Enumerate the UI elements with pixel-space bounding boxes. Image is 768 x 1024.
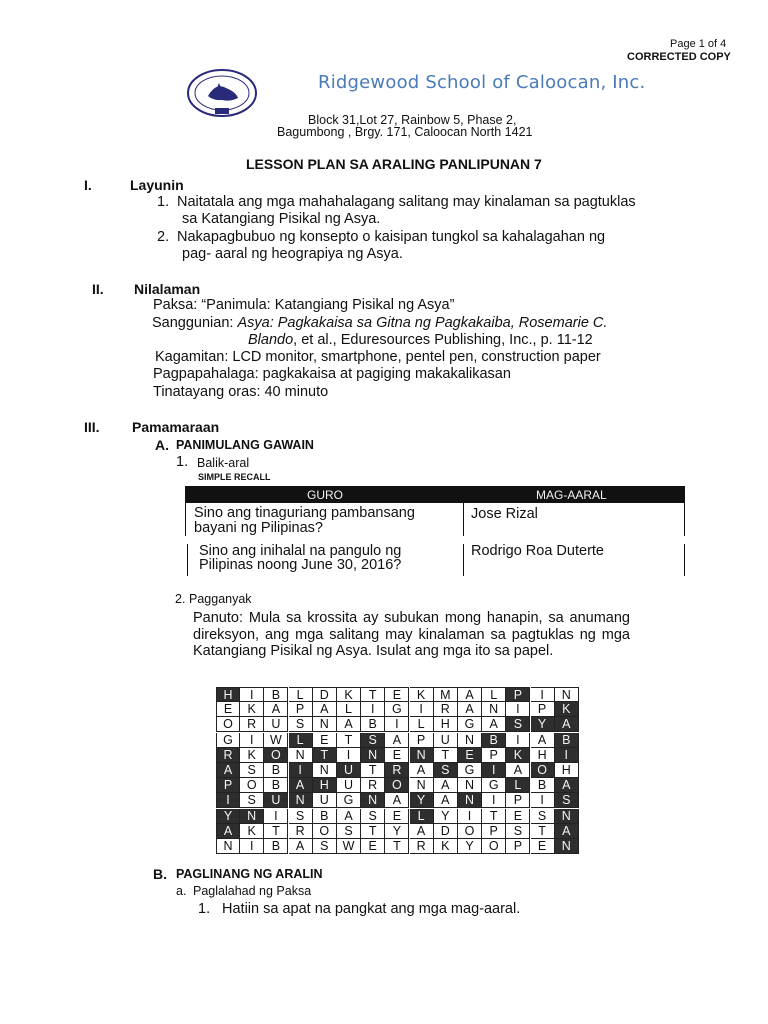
word-search-cell: K xyxy=(506,748,530,763)
word-search-cell: A xyxy=(410,824,434,839)
word-search-cell: P xyxy=(482,748,506,763)
address-line-1: Block 31,Lot 27, Rainbow 5, Phase 2, xyxy=(308,113,517,127)
word-search-cell: B xyxy=(555,733,579,748)
section-2-heading: Nilalaman xyxy=(134,281,201,297)
word-search-cell: N xyxy=(361,748,385,763)
word-search-cell: N xyxy=(361,793,385,808)
lesson-plan-title: LESSON PLAN SA ARALING PANLIPUNAN 7 xyxy=(246,156,542,172)
word-search-cell: R xyxy=(434,702,458,717)
word-search-cell: K xyxy=(434,839,458,854)
sanggunian-publisher: , et al., Eduresources Publishing, Inc., p. 11-12 xyxy=(293,332,593,348)
subsection-a-label: A. xyxy=(155,437,169,453)
word-search-cell: O xyxy=(264,748,288,763)
word-search-cell: O xyxy=(458,824,482,839)
word-search-cell: I xyxy=(506,702,530,717)
table-border xyxy=(185,503,186,536)
word-search-cell: R xyxy=(361,778,385,793)
word-search-cell: H xyxy=(216,687,240,702)
word-search-cell: T xyxy=(385,839,409,854)
word-search-cell: M xyxy=(434,687,458,702)
word-search-cell: N xyxy=(555,809,579,824)
word-search-cell: I xyxy=(506,733,530,748)
word-search-cell: A xyxy=(531,733,555,748)
objective-1-number: 1. xyxy=(157,194,170,210)
word-search-cell: N xyxy=(555,687,579,702)
guro-column-header: GURO xyxy=(307,488,343,502)
sanggunian-text xyxy=(152,315,607,331)
word-search-cell: R xyxy=(240,717,264,732)
word-search-cell: U xyxy=(434,733,458,748)
paksa-text: Paksa: “Panimula: Katangiang Pisikal ng Asya” xyxy=(153,297,455,313)
word-search-cell: I xyxy=(482,793,506,808)
objective-2-number: 2. xyxy=(157,229,170,245)
word-search-cell: H xyxy=(313,778,337,793)
section-3-number: III. xyxy=(84,419,100,435)
simple-recall-label: SIMPLE RECALL xyxy=(198,472,271,482)
word-search-cell: B xyxy=(313,809,337,824)
word-search-cell: E xyxy=(361,839,385,854)
activity-1-number: 1. xyxy=(198,901,211,917)
word-search-cell: A xyxy=(313,702,337,717)
recall-table-header xyxy=(185,486,685,503)
table-row-1-question-line-2: bayani ng Pilipinas? xyxy=(194,520,323,536)
subsection-b-heading: PAGLINANG NG ARALIN xyxy=(176,867,323,881)
word-search-cell: U xyxy=(264,793,288,808)
word-search-cell: A xyxy=(289,839,313,854)
word-search-cell: B xyxy=(264,839,288,854)
word-search-cell: S xyxy=(313,839,337,854)
word-search-cell: I xyxy=(240,687,264,702)
word-search-cell: A xyxy=(385,793,409,808)
sanggunian-author: Blando xyxy=(248,332,294,348)
word-search-cell: A xyxy=(264,702,288,717)
word-search-cell: K xyxy=(240,824,264,839)
word-search-cell: L xyxy=(289,687,313,702)
table-row-2-answer: Rodrigo Roa Duterte xyxy=(471,543,604,559)
word-search-cell: A xyxy=(434,778,458,793)
word-search-cell: S xyxy=(555,793,579,808)
word-search-cell: I xyxy=(240,839,264,854)
word-search-cell: A xyxy=(555,717,579,732)
word-search-cell: E xyxy=(385,809,409,824)
sanggunian-text-cont xyxy=(248,332,593,348)
word-search-cell: G xyxy=(385,702,409,717)
word-search-cell: L xyxy=(482,687,506,702)
corrected-copy-label: CORRECTED COPY xyxy=(627,51,731,63)
word-search-cell: E xyxy=(506,809,530,824)
word-search-cell: S xyxy=(361,809,385,824)
panuto-paragraph: Panuto: Mula sa krossita ay subukan mong hanapin, sa anumang direksyon, ang mga salitang may kinalaman sa pagtuklas ng mga Katangiang Pisikal ng Asya. Isulat ang mga ito sa papel. xyxy=(193,610,630,659)
word-search-cell: W xyxy=(264,733,288,748)
word-search-cell: N xyxy=(289,793,313,808)
word-search-cell: B xyxy=(482,733,506,748)
subsection-b-label: B. xyxy=(153,866,167,882)
paglalahad-label: a. xyxy=(176,884,187,898)
word-search-cell: S xyxy=(531,809,555,824)
word-search-cell: T xyxy=(337,733,361,748)
word-search-cell: U xyxy=(264,717,288,732)
pagpapahalaga-text: Pagpapahalaga: pagkakaisa at pagiging makakalikasan xyxy=(153,366,511,382)
word-search-cell: L xyxy=(506,778,530,793)
section-3-heading: Pamamaraan xyxy=(132,419,220,435)
word-search-cell: N xyxy=(458,733,482,748)
word-search-cell: O xyxy=(385,778,409,793)
balik-aral-label: Balik-aral xyxy=(197,456,250,470)
word-search-cell: I xyxy=(410,702,434,717)
objective-1-line-2: sa Katangiang Pisikal ng Asya. xyxy=(182,211,381,227)
balik-aral-number: 1. xyxy=(176,454,189,470)
word-search-cell: O xyxy=(216,717,240,732)
word-search-cell: A xyxy=(289,778,313,793)
word-search-cell: B xyxy=(264,687,288,702)
word-search-cell: I xyxy=(361,702,385,717)
word-search-cell: S xyxy=(434,763,458,778)
word-search-cell: O xyxy=(531,763,555,778)
word-search-cell: H xyxy=(531,748,555,763)
word-search-cell: I xyxy=(458,809,482,824)
table-row-2-question-line-1: Sino ang inihalal na pangulo ng xyxy=(199,543,402,559)
word-search-cell: N xyxy=(216,839,240,854)
section-2-number: II. xyxy=(92,281,104,297)
word-search-cell: B xyxy=(531,778,555,793)
word-search-cell: P xyxy=(506,687,530,702)
word-search-cell: L xyxy=(289,733,313,748)
word-search-cell: N xyxy=(458,778,482,793)
objective-1-line-1: Naitatala ang mga mahahalagang salitang may kinalaman sa pagtuklas xyxy=(177,194,636,210)
word-search-cell: U xyxy=(313,793,337,808)
word-search-cell: I xyxy=(337,748,361,763)
word-search-cell: S xyxy=(506,717,530,732)
word-search-cell: L xyxy=(410,717,434,732)
word-search-cell: A xyxy=(555,824,579,839)
word-search-cell: S xyxy=(289,717,313,732)
word-search-cell: K xyxy=(410,687,434,702)
oras-text: Tinatayang oras: 40 minuto xyxy=(153,384,329,400)
word-search-cell: E xyxy=(531,839,555,854)
mag-aaral-column-header: MAG-AARAL xyxy=(536,488,607,502)
word-search-cell: A xyxy=(458,702,482,717)
word-search-cell: K xyxy=(240,748,264,763)
word-search-cell: P xyxy=(506,839,530,854)
word-search-cell: S xyxy=(240,763,264,778)
activity-1-text: Hatiin sa apat na pangkat ang mga mag-aaral. xyxy=(222,901,521,917)
word-search-cell: W xyxy=(337,839,361,854)
word-search-cell: P xyxy=(289,702,313,717)
word-search-cell: L xyxy=(410,809,434,824)
word-search-cell: P xyxy=(482,824,506,839)
word-search-cell: P xyxy=(216,778,240,793)
word-search-cell: H xyxy=(434,717,458,732)
word-search-cell: E xyxy=(458,748,482,763)
word-search-cell: I xyxy=(216,793,240,808)
word-search-cell: T xyxy=(361,763,385,778)
sanggunian-label: Sanggunian: xyxy=(152,315,238,331)
word-search-cell: N xyxy=(410,778,434,793)
word-search-cell: K xyxy=(337,687,361,702)
table-row-2-question-line-2: Pilipinas noong June 30, 2016? xyxy=(199,557,402,573)
word-search-cell: N xyxy=(240,809,264,824)
word-search-cell: Y xyxy=(216,809,240,824)
word-search-cell: Y xyxy=(434,809,458,824)
word-search-cell: G xyxy=(458,763,482,778)
word-search-cell: T xyxy=(264,824,288,839)
word-search-cell: A xyxy=(216,763,240,778)
word-search-cell: G xyxy=(458,717,482,732)
word-search-cell: R xyxy=(410,839,434,854)
word-search-cell: R xyxy=(216,748,240,763)
word-search-cell: Y xyxy=(410,793,434,808)
word-search-cell: T xyxy=(531,824,555,839)
word-search-cell: B xyxy=(264,763,288,778)
word-search-cell: G xyxy=(482,778,506,793)
pagganyak-label: Pagganyak xyxy=(189,592,252,606)
table-border xyxy=(684,544,685,576)
word-search-cell: N xyxy=(458,793,482,808)
word-search-cell: O xyxy=(240,778,264,793)
word-search-cell: D xyxy=(434,824,458,839)
word-search-cell: O xyxy=(482,839,506,854)
word-search-cell: I xyxy=(531,687,555,702)
word-search-cell: N xyxy=(313,717,337,732)
word-search-cell: S xyxy=(289,809,313,824)
word-search-cell: E xyxy=(216,702,240,717)
word-search-cell: P xyxy=(410,733,434,748)
word-search-cell: I xyxy=(264,809,288,824)
word-search-cell: O xyxy=(313,824,337,839)
kagamitan-text: Kagamitan: LCD monitor, smartphone, pentel pen, construction paper xyxy=(155,349,601,365)
word-search-cell: E xyxy=(313,733,337,748)
word-search-cell: A xyxy=(337,809,361,824)
objective-2-line-1: Nakapagbubuo ng konsepto o kaisipan tungkol sa kahalagahan ng xyxy=(177,229,606,245)
word-search-cell: I xyxy=(289,763,313,778)
table-border xyxy=(463,503,464,536)
word-search-cell: B xyxy=(361,717,385,732)
word-search-cell: K xyxy=(555,702,579,717)
word-search-cell: S xyxy=(240,793,264,808)
subsection-a-heading: PANIMULANG GAWAIN xyxy=(176,438,314,452)
word-search-cell: U xyxy=(337,778,361,793)
word-search-cell: A xyxy=(216,824,240,839)
table-border xyxy=(187,544,188,576)
objective-2-line-2: pag- aaral ng heograpiya ng Asya. xyxy=(182,246,403,262)
word-search-cell: E xyxy=(385,687,409,702)
word-search-cell: D xyxy=(313,687,337,702)
word-search-cell: R xyxy=(289,824,313,839)
word-search-cell: A xyxy=(482,717,506,732)
section-1-heading: Layunin xyxy=(130,177,184,193)
school-logo xyxy=(186,68,258,118)
word-search-cell: K xyxy=(240,702,264,717)
word-search-cell: N xyxy=(555,839,579,854)
page-number: Page 1 of 4 xyxy=(670,38,727,50)
word-search-cell: A xyxy=(434,793,458,808)
word-search-cell: S xyxy=(506,824,530,839)
table-border xyxy=(463,544,464,576)
pagganyak-number: 2. xyxy=(175,592,186,606)
word-search-cell: A xyxy=(385,733,409,748)
word-search-cell: B xyxy=(264,778,288,793)
word-search-cell: L xyxy=(337,702,361,717)
table-row-1-question-line-1: Sino ang tinaguriang pambansang xyxy=(194,505,415,521)
word-search-cell: N xyxy=(482,702,506,717)
word-search-grid xyxy=(216,687,603,853)
word-search-cell: T xyxy=(361,687,385,702)
word-search-cell: A xyxy=(506,763,530,778)
school-name: Ridgewood School of Caloocan, Inc. xyxy=(318,72,646,93)
word-search-cell: S xyxy=(361,733,385,748)
word-search-cell: R xyxy=(385,763,409,778)
word-search-cell: S xyxy=(337,824,361,839)
word-search-cell: T xyxy=(313,748,337,763)
word-search-cell: A xyxy=(555,778,579,793)
word-search-cell: T xyxy=(482,809,506,824)
word-search-cell: A xyxy=(337,717,361,732)
word-search-cell: N xyxy=(289,748,313,763)
word-search-cell: P xyxy=(531,702,555,717)
table-row-1-answer: Jose Rizal xyxy=(471,506,538,522)
word-search-cell: I xyxy=(385,717,409,732)
word-search-cell: I xyxy=(555,748,579,763)
word-search-cell: N xyxy=(410,748,434,763)
word-search-cell: T xyxy=(434,748,458,763)
word-search-cell: U xyxy=(337,763,361,778)
word-search-cell: G xyxy=(337,793,361,808)
address-line-2: Bagumbong , Brgy. 171, Caloocan North 1421 xyxy=(277,125,533,139)
word-search-cell: Y xyxy=(458,839,482,854)
section-1-number: I. xyxy=(84,177,92,193)
word-search-cell: I xyxy=(240,733,264,748)
word-search-cell: P xyxy=(506,793,530,808)
word-search-cell: I xyxy=(531,793,555,808)
sanggunian-book-title: Asya: Pagkakaisa sa Gitna ng Pagkakaiba, Rosemarie C. xyxy=(237,315,608,331)
word-search-cell: Y xyxy=(385,824,409,839)
word-search-cell: Y xyxy=(531,717,555,732)
paglalahad-text: Paglalahad ng Paksa xyxy=(193,884,312,898)
word-search-cell: T xyxy=(361,824,385,839)
word-search-cell: I xyxy=(482,763,506,778)
word-search-cell: A xyxy=(458,687,482,702)
table-border xyxy=(684,503,685,536)
word-search-cell: H xyxy=(555,763,579,778)
word-search-cell: A xyxy=(410,763,434,778)
word-search-cell: G xyxy=(216,733,240,748)
word-search-cell: N xyxy=(313,763,337,778)
word-search-cell: E xyxy=(385,748,409,763)
